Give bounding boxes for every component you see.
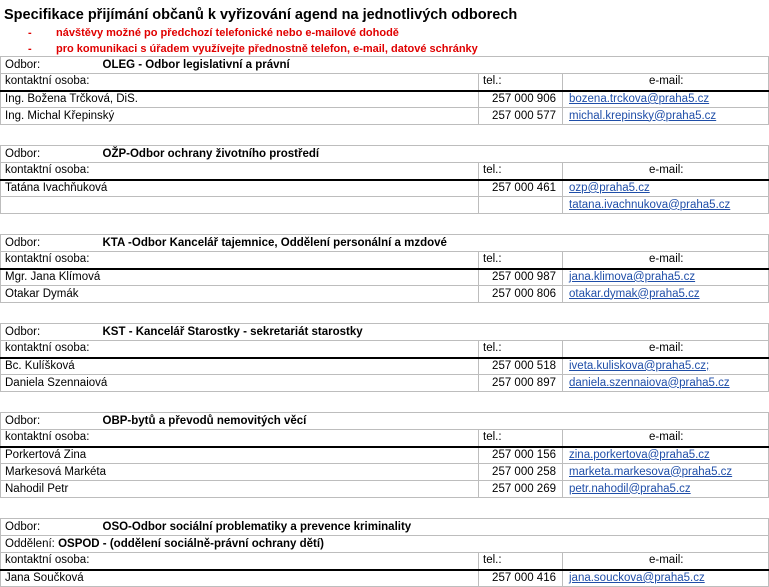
note-text: návštěvy možné po předchozí telefonické nebo e-mailové dohodě bbox=[56, 27, 399, 39]
contact-row bbox=[1, 464, 769, 481]
email-cell bbox=[563, 481, 769, 498]
contact-person-header: kontaktní osoba: bbox=[1, 163, 479, 180]
phone-number: 257 000 269 bbox=[479, 481, 563, 498]
email-cell bbox=[563, 358, 769, 375]
person-name: Nahodil Petr bbox=[1, 481, 479, 498]
odbor-label: Odbor: bbox=[1, 57, 99, 74]
person-name: Porkertová Zina bbox=[1, 447, 479, 464]
contact-row bbox=[1, 447, 769, 464]
phone-number: 257 000 906 bbox=[479, 91, 563, 108]
phone-number: 257 000 577 bbox=[479, 108, 563, 125]
email-link[interactable]: tatana.ivachnukova@praha5.cz bbox=[569, 198, 731, 211]
section-spacer bbox=[1, 125, 769, 146]
person-name: Markesová Markéta bbox=[1, 464, 479, 481]
column-header-row bbox=[1, 553, 769, 570]
email-link[interactable]: otakar.dymak@praha5.cz bbox=[569, 287, 700, 300]
section-spacer bbox=[1, 498, 769, 519]
email-link[interactable]: iveta.kuliskova@praha5.cz; bbox=[569, 359, 710, 372]
contact-person-header: kontaktní osoba: bbox=[1, 74, 479, 91]
tel-header: tel.: bbox=[479, 341, 563, 358]
subdepartment-name: OSPOD - (oddělení sociálně-právní ochrany dětí) bbox=[58, 537, 324, 550]
person-name: Bc. Kulíšková bbox=[1, 358, 479, 375]
phone-number bbox=[479, 197, 563, 214]
department-name: OSO-Odbor sociální problematiky a prevence kriminality bbox=[99, 519, 769, 536]
page-header bbox=[4, 6, 764, 57]
phone-number: 257 000 518 bbox=[479, 358, 563, 375]
email-link[interactable]: ozp@praha5.cz bbox=[569, 181, 650, 194]
phone-number: 257 000 897 bbox=[479, 375, 563, 392]
spacer-cell bbox=[1, 392, 769, 413]
email-cell bbox=[563, 180, 769, 197]
tel-header: tel.: bbox=[479, 252, 563, 269]
email-header: e-mail: bbox=[563, 163, 769, 180]
email-link[interactable]: zina.porkertova@praha5.cz bbox=[569, 448, 710, 461]
odbor-label: Odbor: bbox=[1, 235, 99, 252]
person-name: Otakar Dymák bbox=[1, 286, 479, 303]
email-link[interactable]: daniela.szennaiova@praha5.cz bbox=[569, 376, 730, 389]
email-header: e-mail: bbox=[563, 553, 769, 570]
contact-row bbox=[1, 286, 769, 303]
spacer-cell bbox=[1, 214, 769, 235]
person-name: Tatána Ivachňuková bbox=[1, 180, 479, 197]
tel-header: tel.: bbox=[479, 553, 563, 570]
contact-row bbox=[1, 570, 769, 587]
contact-person-header: kontaktní osoba: bbox=[1, 252, 479, 269]
contact-row bbox=[1, 375, 769, 392]
subdepartment-row bbox=[1, 536, 769, 553]
contact-row bbox=[1, 358, 769, 375]
odbor-label: Odbor: bbox=[1, 519, 99, 536]
phone-number: 257 000 156 bbox=[479, 447, 563, 464]
contact-row bbox=[1, 197, 769, 214]
spacer-cell bbox=[1, 303, 769, 324]
contact-row bbox=[1, 481, 769, 498]
phone-number: 257 000 806 bbox=[479, 286, 563, 303]
page-title: Specifikace přijímání občanů k vyřizování agend na jednotlivých odborech bbox=[4, 7, 518, 23]
phone-number: 257 000 987 bbox=[479, 269, 563, 286]
tel-header: tel.: bbox=[479, 430, 563, 447]
contact-row bbox=[1, 91, 769, 108]
tel-header: tel.: bbox=[479, 74, 563, 91]
phone-number: 257 000 258 bbox=[479, 464, 563, 481]
email-header: e-mail: bbox=[563, 341, 769, 358]
email-link[interactable]: jana.klimova@praha5.cz bbox=[569, 270, 696, 283]
email-link[interactable]: michal.krepinsky@praha5.cz bbox=[569, 109, 717, 122]
oddeleni-label: Oddělení: bbox=[5, 537, 55, 550]
department-name: KTA -Odbor Kancelář tajemnice, Oddělení personální a mzdové bbox=[99, 235, 769, 252]
email-cell bbox=[563, 375, 769, 392]
department-row bbox=[1, 146, 769, 163]
email-cell bbox=[563, 447, 769, 464]
note-line bbox=[4, 25, 764, 41]
contact-person-header: kontaktní osoba: bbox=[1, 341, 479, 358]
section-spacer bbox=[1, 392, 769, 413]
person-name: Daniela Szennaiová bbox=[1, 375, 479, 392]
column-header-row bbox=[1, 252, 769, 269]
person-name: Ing. Božena Trčková, DiS. bbox=[1, 91, 479, 108]
email-cell bbox=[563, 570, 769, 587]
column-header-row bbox=[1, 341, 769, 358]
email-cell bbox=[563, 286, 769, 303]
department-row bbox=[1, 413, 769, 430]
department-row bbox=[1, 57, 769, 74]
department-row bbox=[1, 324, 769, 341]
email-cell bbox=[563, 91, 769, 108]
note-text: pro komunikaci s úřadem využívejte přednostně telefon, e-mail, datové schránky bbox=[56, 43, 478, 55]
tel-header: tel.: bbox=[479, 163, 563, 180]
note-dash: - bbox=[28, 27, 32, 39]
department-row bbox=[1, 235, 769, 252]
email-header: e-mail: bbox=[563, 252, 769, 269]
odbor-label: Odbor: bbox=[1, 324, 99, 341]
department-row bbox=[1, 519, 769, 536]
subdepartment-cell bbox=[1, 536, 769, 553]
person-name: Mgr. Jana Klímová bbox=[1, 269, 479, 286]
section-spacer bbox=[1, 214, 769, 235]
phone-number: 257 000 416 bbox=[479, 570, 563, 587]
contact-person-header: kontaktní osoba: bbox=[1, 553, 479, 570]
person-name bbox=[1, 197, 479, 214]
column-header-row bbox=[1, 430, 769, 447]
contact-row bbox=[1, 269, 769, 286]
spacer-cell bbox=[1, 125, 769, 146]
contact-table bbox=[0, 56, 769, 587]
email-header: e-mail: bbox=[563, 74, 769, 91]
department-name: OŽP-Odbor ochrany životního prostředí bbox=[99, 146, 769, 163]
email-cell bbox=[563, 269, 769, 286]
email-link[interactable]: jana.souckova@praha5.cz bbox=[569, 571, 705, 584]
email-link[interactable]: bozena.trckova@praha5.cz bbox=[569, 92, 710, 105]
email-link[interactable]: marketa.markesova@praha5.cz bbox=[569, 465, 733, 478]
email-header: e-mail: bbox=[563, 430, 769, 447]
contact-person-header: kontaktní osoba: bbox=[1, 430, 479, 447]
spacer-cell bbox=[1, 498, 769, 519]
odbor-label: Odbor: bbox=[1, 146, 99, 163]
section-spacer bbox=[1, 303, 769, 324]
column-header-row bbox=[1, 74, 769, 91]
note-dash: - bbox=[28, 43, 32, 55]
department-name: KST - Kancelář Starostky - sekretariát starostky bbox=[99, 324, 769, 341]
contact-row bbox=[1, 180, 769, 197]
person-name: Jana Součková bbox=[1, 570, 479, 587]
person-name: Ing. Michal Křepinský bbox=[1, 108, 479, 125]
phone-number: 257 000 461 bbox=[479, 180, 563, 197]
odbor-label: Odbor: bbox=[1, 413, 99, 430]
email-link[interactable]: petr.nahodil@praha5.cz bbox=[569, 482, 691, 495]
department-name: OLEG - Odbor legislativní a právní bbox=[99, 57, 769, 74]
department-name: OBP-bytů a převodů nemovitých věcí bbox=[99, 413, 769, 430]
contact-row bbox=[1, 108, 769, 125]
note-line bbox=[4, 41, 764, 57]
email-cell bbox=[563, 108, 769, 125]
email-cell bbox=[563, 197, 769, 214]
column-header-row bbox=[1, 163, 769, 180]
email-cell bbox=[563, 464, 769, 481]
